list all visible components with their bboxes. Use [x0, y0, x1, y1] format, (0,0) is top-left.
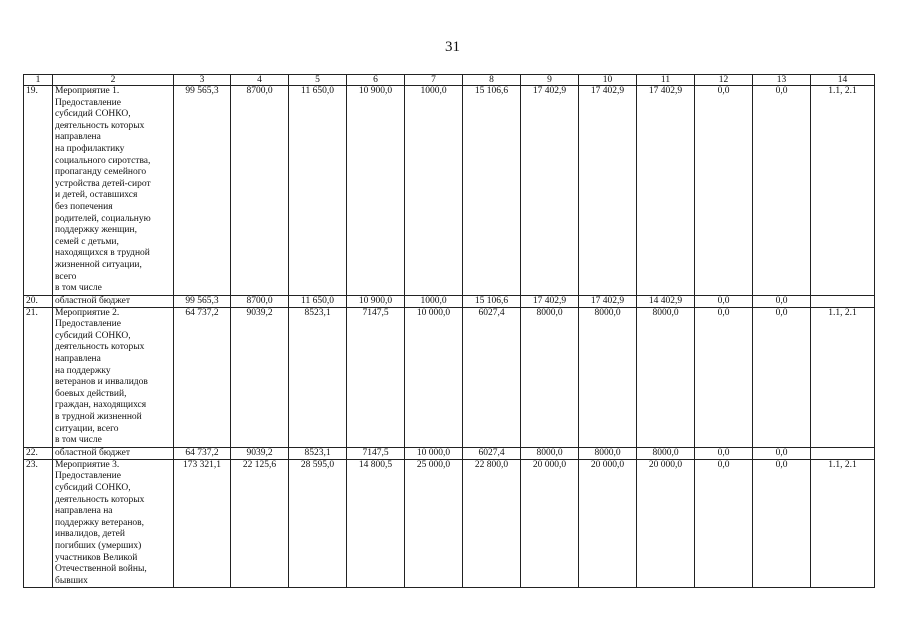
description-line: направлена на — [55, 506, 113, 517]
value-cell: 17 402,9 — [637, 86, 695, 296]
table-row — [24, 307, 875, 447]
value-cell: 8000,0 — [521, 447, 579, 459]
value-cell: 28 595,0 — [289, 459, 347, 588]
table-row — [24, 295, 875, 307]
description-line: направлена — [55, 354, 101, 365]
column-header: 10 — [579, 75, 637, 86]
table-row — [24, 86, 875, 296]
column-header: 14 — [811, 75, 875, 86]
row-number: 21. — [24, 307, 53, 447]
value-cell: 11 650,0 — [289, 295, 347, 307]
value-cell: 25 000,0 — [405, 459, 463, 588]
table-row — [24, 459, 875, 588]
task-reference: 1.1, 2.1 — [811, 86, 875, 296]
value-cell: 1000,0 — [405, 295, 463, 307]
description-line: ситуации, всего — [55, 423, 119, 434]
value-cell: 0,0 — [695, 459, 753, 588]
column-header: 9 — [521, 75, 579, 86]
value-cell: 20 000,0 — [637, 459, 695, 588]
description-line: поддержку ветеранов, — [55, 517, 145, 528]
description-line: и детей, оставшихся — [55, 190, 138, 201]
value-cell: 20 000,0 — [579, 459, 637, 588]
column-header: 12 — [695, 75, 753, 86]
description-line: граждан, находящихся — [55, 400, 147, 411]
value-cell: 0,0 — [695, 307, 753, 447]
value-cell: 6027,4 — [463, 307, 521, 447]
value-cell: 7147,5 — [347, 447, 405, 459]
value-cell: 6027,4 — [463, 447, 521, 459]
value-cell: 10 900,0 — [347, 86, 405, 296]
description-line: находящихся в трудной — [55, 248, 150, 259]
table-row — [24, 447, 875, 459]
description-line: деятельность которых — [55, 120, 145, 131]
value-cell: 22 125,6 — [231, 459, 289, 588]
value-cell: 10 000,0 — [405, 307, 463, 447]
description-line: областной бюджет — [55, 447, 131, 458]
description-line: родителей, социальную — [55, 213, 151, 224]
column-header: 2 — [53, 75, 174, 86]
value-cell: 17 402,9 — [579, 295, 637, 307]
value-cell: 17 402,9 — [521, 86, 579, 296]
description-line: бывших — [55, 575, 88, 586]
value-cell: 64 737,2 — [174, 307, 231, 447]
value-cell: 22 800,0 — [463, 459, 521, 588]
row-number: 20. — [24, 295, 53, 307]
value-cell: 8000,0 — [521, 307, 579, 447]
row-description — [53, 86, 174, 296]
row-description — [53, 307, 174, 447]
column-header: 3 — [174, 75, 231, 86]
row-number: 19. — [24, 86, 53, 296]
description-line: Предоставление — [55, 319, 121, 330]
description-line: направлена — [55, 132, 101, 143]
column-header-row — [24, 75, 875, 86]
column-header: 4 — [231, 75, 289, 86]
value-cell: 8523,1 — [289, 307, 347, 447]
description-line: участников Великой — [55, 552, 138, 563]
value-cell: 8523,1 — [289, 447, 347, 459]
value-cell: 99 565,3 — [174, 295, 231, 307]
description-line: областной бюджет — [55, 295, 131, 306]
value-cell: 0,0 — [753, 295, 811, 307]
page-number: 31 — [445, 39, 460, 55]
value-cell: 1000,0 — [405, 86, 463, 296]
description-line: семей с детьми, — [55, 236, 119, 247]
description-line: субсидий СОНКО, — [55, 483, 131, 493]
value-cell: 0,0 — [753, 86, 811, 296]
row-number: 23. — [24, 459, 53, 588]
value-cell: 20 000,0 — [521, 459, 579, 588]
value-cell: 9039,2 — [231, 447, 289, 459]
value-cell: 9039,2 — [231, 307, 289, 447]
value-cell: 8000,0 — [637, 447, 695, 459]
task-reference — [811, 447, 875, 459]
value-cell: 8700,0 — [231, 86, 289, 296]
description-line: Мероприятие 2. — [55, 307, 120, 318]
value-cell: 17 402,9 — [579, 86, 637, 296]
value-cell: 10 000,0 — [405, 447, 463, 459]
row-description — [53, 447, 174, 459]
description-line: Мероприятие 1. — [55, 86, 120, 96]
description-line: субсидий СОНКО, — [55, 330, 131, 341]
table-body — [24, 86, 875, 588]
description-line: деятельность которых — [55, 494, 145, 505]
description-line: в том числе — [55, 283, 102, 294]
description-line: устройства детей-сирот — [55, 178, 151, 189]
description-line: без попечения — [55, 201, 113, 212]
description-line: Предоставление — [55, 97, 121, 108]
budget-table — [23, 74, 875, 588]
description-line: жизненной ситуации, — [55, 259, 142, 270]
description-line: социального сиротства, — [55, 155, 151, 166]
description-line: в трудной жизненной — [55, 412, 142, 423]
value-cell: 14 402,9 — [637, 295, 695, 307]
value-cell: 8000,0 — [579, 307, 637, 447]
column-header: 6 — [347, 75, 405, 86]
description-line: пропаганду семейного — [55, 167, 147, 178]
value-cell: 8000,0 — [637, 307, 695, 447]
value-cell: 99 565,3 — [174, 86, 231, 296]
column-header: 1 — [24, 75, 53, 86]
description-line: поддержку женщин, — [55, 225, 137, 236]
description-line: всего — [55, 271, 77, 282]
description-line: ветеранов и инвалидов — [55, 377, 148, 388]
description-line: инвалидов, детей — [55, 529, 125, 540]
description-line: Предоставление — [55, 471, 121, 482]
value-cell: 0,0 — [695, 447, 753, 459]
column-header: 11 — [637, 75, 695, 86]
task-reference: 1.1, 2.1 — [811, 459, 875, 588]
value-cell: 10 900,0 — [347, 295, 405, 307]
value-cell: 17 402,9 — [521, 295, 579, 307]
description-line: на профилактику — [55, 143, 125, 154]
value-cell: 0,0 — [753, 459, 811, 588]
value-cell: 11 650,0 — [289, 86, 347, 296]
description-line: деятельность которых — [55, 342, 145, 353]
task-reference — [811, 295, 875, 307]
value-cell: 0,0 — [695, 295, 753, 307]
description-line: в том числе — [55, 435, 102, 446]
value-cell: 0,0 — [753, 447, 811, 459]
description-line: субсидий СОНКО, — [55, 109, 131, 120]
value-cell: 8700,0 — [231, 295, 289, 307]
task-reference: 1.1, 2.1 — [811, 307, 875, 447]
description-line: на поддержку — [55, 365, 111, 376]
column-header: 8 — [463, 75, 521, 86]
value-cell: 64 737,2 — [174, 447, 231, 459]
column-header: 5 — [289, 75, 347, 86]
value-cell: 0,0 — [695, 86, 753, 296]
value-cell: 14 800,5 — [347, 459, 405, 588]
row-number: 22. — [24, 447, 53, 459]
row-description — [53, 295, 174, 307]
column-header: 13 — [753, 75, 811, 86]
description-line: Отечественной войны, — [55, 564, 147, 575]
value-cell: 15 106,6 — [463, 86, 521, 296]
description-line: погибших (умерших) — [55, 540, 142, 551]
value-cell: 8000,0 — [579, 447, 637, 459]
value-cell: 0,0 — [753, 307, 811, 447]
column-header: 7 — [405, 75, 463, 86]
description-line: Мероприятие 3. — [55, 459, 120, 470]
value-cell: 7147,5 — [347, 307, 405, 447]
value-cell: 173 321,1 — [174, 459, 231, 588]
value-cell: 15 106,6 — [463, 295, 521, 307]
description-line: боевых действий, — [55, 388, 127, 399]
row-description — [53, 459, 174, 588]
